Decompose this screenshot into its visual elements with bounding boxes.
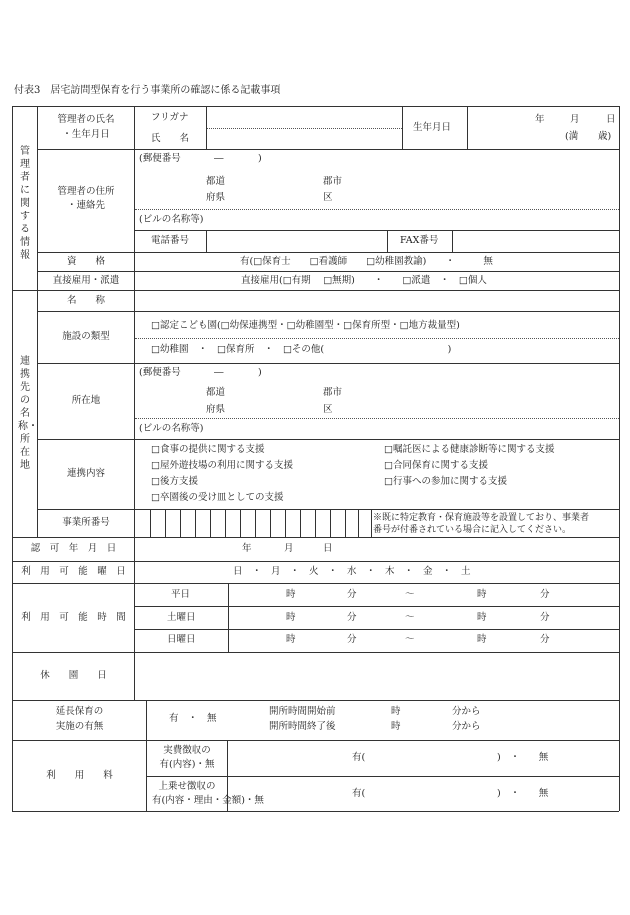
- hours-hour: 時: [286, 589, 296, 600]
- content-item: □合同保育に関する支援: [384, 460, 488, 471]
- extended-hour: 時: [391, 706, 401, 717]
- content-item: □屋外遊技場の利用に関する支援: [151, 460, 293, 471]
- partner-gunshi: 郡市: [323, 387, 343, 398]
- content-item: □食事の提供に関する支援: [151, 444, 265, 455]
- fee-extra-no: ) ・ 無: [497, 788, 549, 799]
- birth-year: 年: [535, 114, 545, 125]
- age-open: (満: [565, 131, 579, 142]
- weekdays-value: 日 ・ 月 ・ 火 ・ 水 ・ 木 ・ 金 ・ 土: [233, 566, 471, 577]
- partner-postal-dash: ―: [214, 367, 224, 378]
- fax-label: FAX番号: [400, 235, 439, 246]
- facility-type-label: 施設の類型: [62, 331, 110, 342]
- manager-postal-close: ): [258, 153, 262, 164]
- holiday-label: 休 園 日: [40, 670, 107, 681]
- office-number-note-1: ※既に特定教育・保育施設等を設置しており、事業者: [373, 513, 590, 523]
- fee-actual-no: ) ・ 無: [497, 752, 549, 763]
- manager-birth-label: ・生年月日: [62, 129, 110, 140]
- partner-postal-close: ): [258, 367, 262, 378]
- partner-name-label: 名 称: [66, 295, 105, 306]
- birth-month: 月: [570, 114, 580, 125]
- hours-tilde: ～: [405, 589, 415, 600]
- hours-hour: 時: [286, 634, 296, 645]
- manager-address-label: 管理者の住所: [57, 186, 115, 197]
- fee-actual-label-2: 有(内容)・無: [159, 759, 215, 770]
- birthdate-label: 生年月日: [413, 122, 452, 133]
- hours-tilde: ～: [405, 634, 415, 645]
- extended-yesno: 有 ・ 無: [169, 713, 217, 724]
- partner-todo: 都道: [206, 387, 226, 398]
- hours-minute: 分: [347, 612, 357, 623]
- extended-after-label: 開所時間終了後: [269, 721, 336, 732]
- hours-minute: 分: [540, 634, 550, 645]
- fee-extra-label-2: 有(内容・理由・金額)・無: [152, 795, 264, 806]
- hours-hour: 時: [477, 589, 487, 600]
- location-label: 所在地: [71, 395, 101, 406]
- hours-tilde: ～: [405, 612, 415, 623]
- manager-building: (ビルの名称等): [139, 214, 204, 225]
- qualification-label: 資 格: [66, 256, 105, 267]
- hours-hour: 時: [286, 612, 296, 623]
- manager-ku: 区: [323, 192, 333, 203]
- office-number-label: 事業所番号: [62, 517, 110, 528]
- partner-building: (ビルの名称等): [139, 423, 204, 434]
- hours-minute: 分: [540, 612, 550, 623]
- manager-contact-label: ・連絡先: [66, 200, 105, 211]
- hours-day-sunday: 日曜日: [167, 634, 196, 645]
- fee-extra-yes: 有(: [352, 788, 366, 799]
- content-item: □行事への参加に関する支援: [384, 476, 507, 487]
- fee-label: 利 用 料: [46, 770, 113, 781]
- fee-actual-label-1: 実費徴収の: [163, 745, 211, 756]
- partner-section-label: 連携先の名称・所在地: [18, 356, 38, 471]
- office-number-note-2: 番号が付番されている場合に記入してください。: [373, 525, 572, 535]
- partner-postal-label: (郵便番号: [139, 367, 181, 378]
- hours-minute: 分: [347, 589, 357, 600]
- manager-section-label: 管理者に関する情報: [20, 146, 30, 261]
- fee-actual-yes: 有(: [352, 752, 366, 763]
- approval-year: 年: [242, 543, 252, 554]
- manager-postal-label: (郵便番号: [139, 153, 181, 164]
- hours-minute: 分: [347, 634, 357, 645]
- extended-hour: 時: [391, 721, 401, 732]
- manager-todo: 都道: [206, 176, 226, 187]
- hours-hour: 時: [477, 612, 487, 623]
- manager-gunshi: 郡市: [323, 176, 343, 187]
- facility-type-line2: □幼稚園 ・ □保育所 ・ □その他( ): [151, 344, 452, 355]
- manager-fuken: 府県: [206, 192, 226, 203]
- approval-day: 日: [323, 543, 333, 554]
- manager-name-label: 管理者の氏名: [57, 114, 115, 125]
- extended-label-2: 実施の有無: [55, 721, 104, 732]
- approval-date-label: 認 可 年 月 日: [30, 543, 117, 554]
- approval-month: 月: [284, 543, 294, 554]
- content-label: 連携内容: [66, 468, 105, 479]
- extended-from: 分から: [452, 721, 481, 732]
- extended-before-label: 開所時間開始前: [269, 706, 336, 717]
- hours-day-saturday: 土曜日: [167, 612, 196, 623]
- facility-type-line1: □認定こども園(□幼保連携型・□幼稚園型・□保育所型・□地方裁量型): [151, 320, 460, 331]
- content-item: □嘱託医による健康診断等に関する支援: [384, 444, 555, 455]
- hours-hour: 時: [477, 634, 487, 645]
- content-item: □卒園後の受け皿としての支援: [151, 492, 284, 503]
- qualification-value: 有(□保育士 □看護師 □幼稚園教諭) ・ 無: [240, 256, 493, 267]
- age-unit: 歳): [598, 131, 612, 142]
- page-title: 付表3 居宅訪問型保育を行う事業所の確認に係る記載事項: [14, 85, 281, 96]
- partner-ku: 区: [323, 404, 333, 415]
- weekdays-label: 利 用 可 能 曜 日: [21, 566, 126, 577]
- hours-minute: 分: [540, 589, 550, 600]
- extended-label-1: 延長保育の: [55, 706, 104, 717]
- partner-fuken: 府県: [206, 404, 226, 415]
- employment-label: 直接雇用・派遣: [52, 275, 120, 286]
- phone-label: 電話番号: [151, 235, 190, 246]
- content-item: □後方支援: [151, 476, 198, 487]
- birth-day: 日: [606, 114, 616, 125]
- manager-postal-dash: ―: [214, 153, 224, 164]
- employment-value: 直接雇用(□有期 □無期) ・ □派遣 ・ □個人: [241, 275, 487, 286]
- furigana-label: フリガナ: [151, 112, 189, 123]
- hours-day-weekday: 平日: [171, 589, 191, 600]
- extended-from: 分から: [452, 706, 481, 717]
- fee-extra-label-1: 上乗せ徴収の: [158, 781, 216, 792]
- hours-label: 利 用 可 能 時 間: [21, 612, 126, 623]
- shimei-label: 氏 名: [151, 133, 190, 144]
